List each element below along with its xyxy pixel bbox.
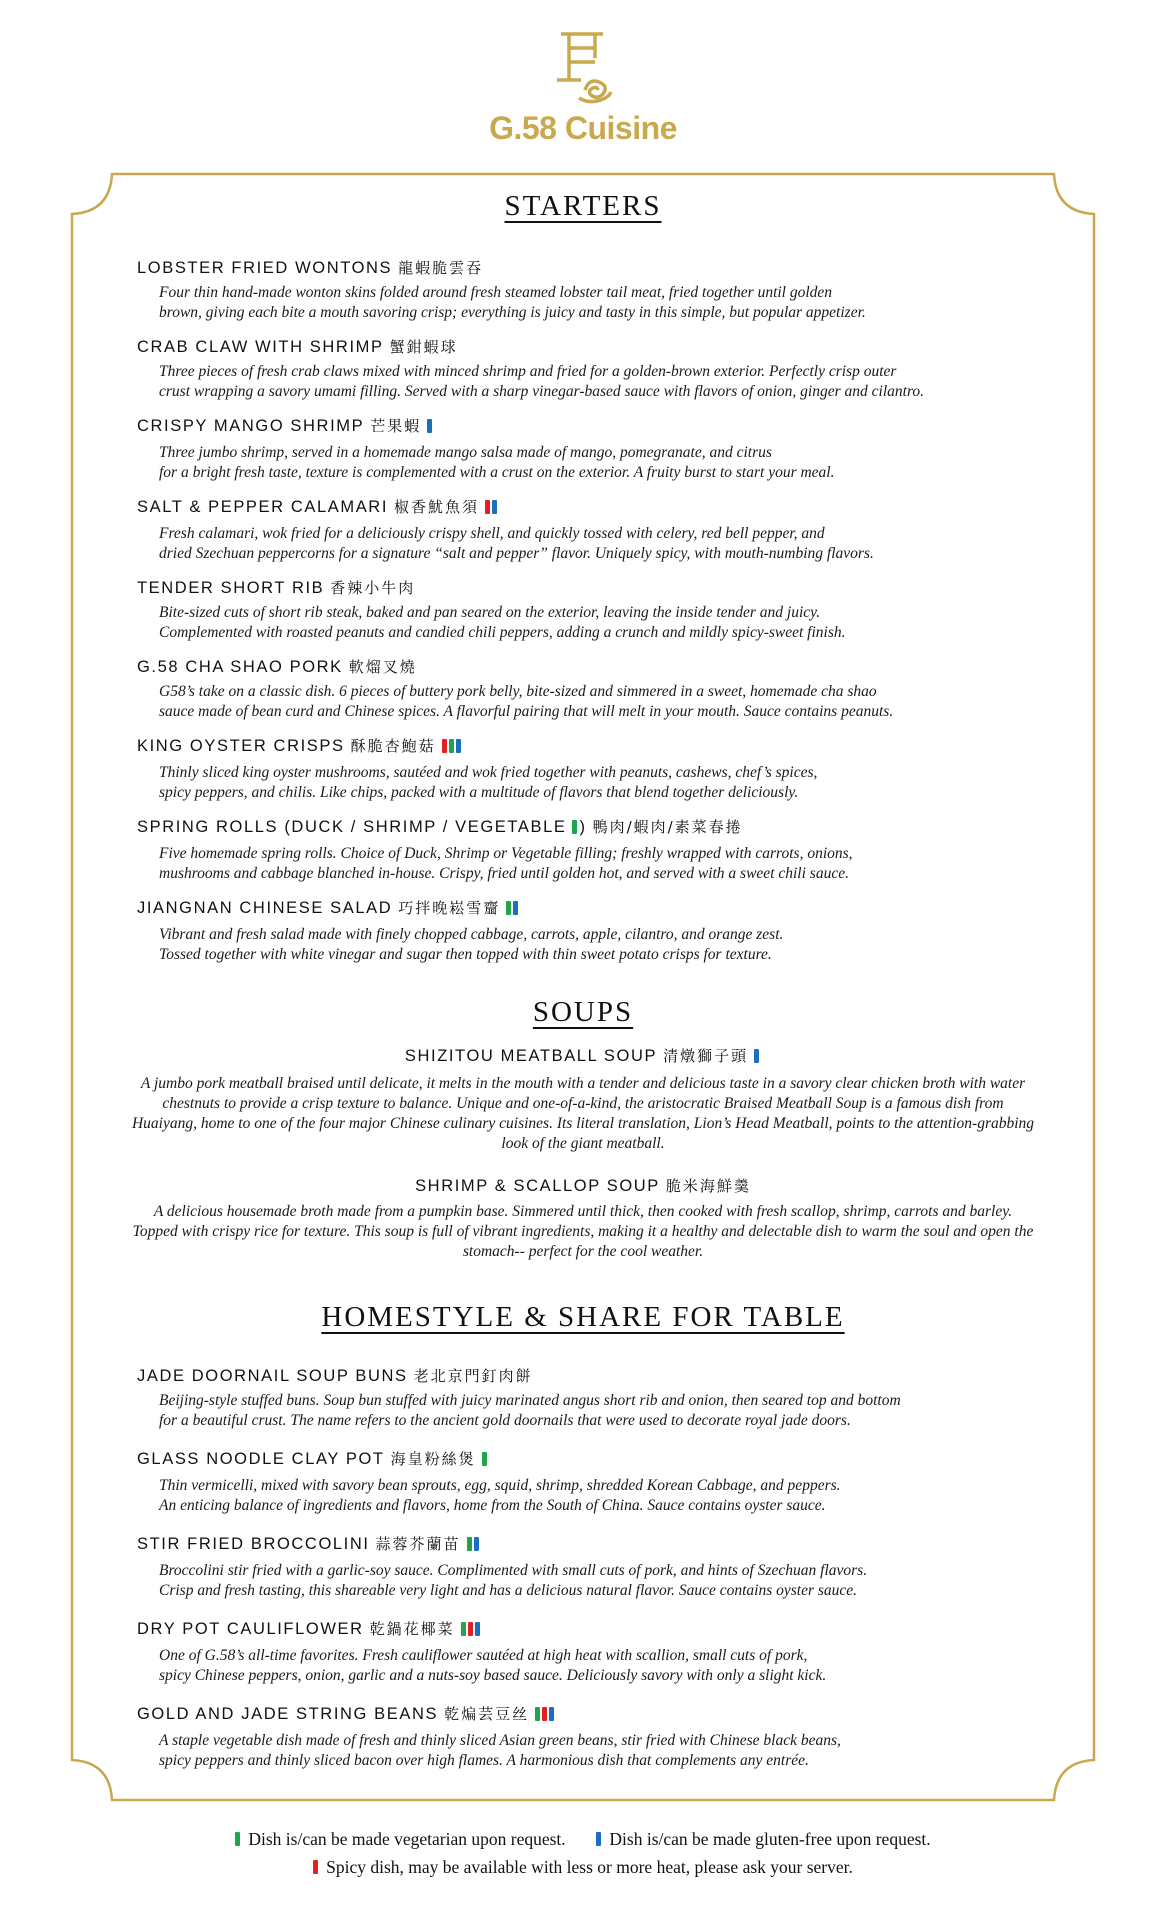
dish-name: JADE DOORNAIL SOUP BUNS <box>137 1367 408 1385</box>
dish-chinese-name: 海皇粉絲煲 <box>390 1450 476 1468</box>
dish-description-line: crust wrapping a savory umami filling. Served with a sharp vinegar-based sauce with flavors of onion, ginger and cilantro. <box>159 383 925 400</box>
spicy-marker-icon <box>468 1622 473 1636</box>
menu-item-title <box>137 258 1017 278</box>
vegetarian-marker-icon <box>449 739 454 753</box>
dish-chinese-name: 椒香魷魚須 <box>394 498 480 516</box>
dish-name: SPRING ROLLS (DUCK / SHRIMP / VEGETABLE <box>137 818 567 836</box>
menu-item-title <box>137 497 1017 519</box>
gluten-free-marker-icon <box>754 1049 759 1063</box>
dish-name: LOBSTER FRIED WONTONS <box>137 259 393 277</box>
dish-description-line: Fresh calamari, wok fried for a deliciously crispy shell, and quickly tossed with celery, red bell pepper, and <box>159 525 825 542</box>
dish-description-line: Four thin hand-made wonton skins folded around fresh steamed lobster tail meat, fried together until golden <box>159 284 833 301</box>
gluten-free-marker-icon <box>475 1622 480 1636</box>
menu-item-title <box>137 1366 1017 1386</box>
logo-emblem-icon <box>551 28 615 108</box>
dish-description-line: for a bright fresh taste, texture is complemented with a crust on the exterior. A fruity burst to start your meal. <box>159 464 835 481</box>
dish-description-line: Crisp and fresh tasting, this shareable very light and has a delicious natural flavor. Sauce contains oyster sauce. <box>159 1582 858 1599</box>
menu-item-title <box>137 736 1017 758</box>
vegetarian-marker-icon <box>461 1622 466 1636</box>
dish-chinese-name: 蒜蓉芥蘭苗 <box>375 1535 461 1553</box>
menu-item <box>137 497 1017 564</box>
dish-description-line: One of G.58’s all-time favorites. Fresh cauliflower sautéed at high heat with scallion, small cuts of pork, <box>159 1647 808 1664</box>
gluten-free-marker-icon <box>474 1537 479 1551</box>
menu-item <box>137 1449 1017 1516</box>
dietary-markers <box>467 1536 481 1556</box>
legend-vegetarian: Dish is/can be made vegetarian upon request. <box>248 1829 566 1849</box>
vegetarian-marker-icon <box>467 1537 472 1551</box>
vegetarian-marker-icon <box>572 820 577 834</box>
menu-item <box>137 416 1017 483</box>
menu-item <box>137 258 1017 323</box>
dish-description-line: Complemented with roasted peanuts and candied chili peppers, adding a crunch and mildly spicy-sweet finish. <box>159 624 846 641</box>
menu-item-title <box>137 1534 1017 1556</box>
gluten-free-marker-icon <box>513 901 518 915</box>
menu-item <box>137 1366 1017 1431</box>
dish-chinese-name: 鴨肉/蝦肉/素菜春捲 <box>592 818 743 836</box>
dish-chinese-name: 芒果蝦 <box>370 417 422 435</box>
dish-name: CRISPY MANGO SHRIMP <box>137 417 365 435</box>
homestyle-list <box>137 1366 1017 1789</box>
gluten-free-marker-icon <box>596 1832 601 1846</box>
restaurant-logo <box>0 28 1166 147</box>
menu-item <box>137 817 1017 884</box>
dish-name: G.58 CHA SHAO PORK <box>137 658 343 676</box>
legend-row-1 <box>0 1829 1166 1850</box>
homestyle-heading: HOMESTYLE & SHARE FOR TABLE <box>321 1301 845 1333</box>
dish-description-line: Vibrant and fresh salad made with finely chopped cabbage, carrots, apple, cilantro, and orange zest. <box>159 926 784 943</box>
spicy-marker-icon <box>542 1707 547 1721</box>
starters-heading: STARTERS <box>504 190 662 222</box>
dietary-markers <box>427 418 434 438</box>
spicy-marker-icon <box>485 500 490 514</box>
dish-chinese-name: 老北京門釘肉餅 <box>413 1367 533 1385</box>
dish-description-line: spicy peppers and thinly sliced bacon over high flames. A harmonious dish that complements any entrée. <box>159 1752 809 1769</box>
vegetarian-marker-icon <box>535 1707 540 1721</box>
dish-chinese-name: 清燉獅子頭 <box>663 1047 749 1065</box>
dish-name: SALT & PEPPER CALAMARI <box>137 498 388 516</box>
dish-description-line: G58’s take on a classic dish. 6 pieces of buttery pork belly, bite-sized and simmered in a sweet, homemade cha shao <box>159 683 877 700</box>
dish-chinese-name: 香辣小牛肉 <box>330 579 416 597</box>
dietary-markers <box>485 499 499 519</box>
menu-item-title <box>137 657 1017 677</box>
menu-item-title <box>130 1046 1036 1068</box>
spicy-marker-icon <box>313 1860 318 1874</box>
dietary-markers <box>442 738 463 758</box>
soups-heading: SOUPS <box>532 996 634 1028</box>
dietary-markers <box>461 1621 482 1641</box>
vegetarian-marker-icon <box>235 1832 240 1846</box>
menu-item-title <box>137 817 1017 839</box>
gluten-free-marker-icon <box>427 419 432 433</box>
dish-description-line: Five homemade spring rolls. Choice of Duck, Shrimp or Vegetable filling; freshly wrapped with carrots, onions, <box>159 845 853 862</box>
dietary-markers <box>506 900 520 920</box>
dish-description: A delicious housemade broth made from a pumpkin base. Simmered until thick, then cooked with fresh scallop, shrimp, carrots and barley. Topped with crispy rice for texture. This soup is full of vibrant ingredients, making it a healthy and delectable dish to warm the soul and open the stomach-- perfect for the cool weather. <box>132 1203 1034 1260</box>
gluten-free-marker-icon <box>492 500 497 514</box>
dish-description-line: Tossed together with white vinegar and sugar then topped with thin sweet potato crisps for texture. <box>159 946 772 963</box>
menu-item <box>130 1046 1036 1154</box>
dish-chinese-name: 脆米海鮮羹 <box>665 1177 751 1195</box>
dish-name: SHIZITOU MEATBALL SOUP <box>404 1047 658 1065</box>
menu-item-title <box>137 337 1017 357</box>
menu-item-title <box>137 1704 1017 1726</box>
menu-item-title <box>137 898 1017 920</box>
dish-description-line: Thinly sliced king oyster mushrooms, sautéed and wok fried together with peanuts, cashews, chef’s spices, <box>159 764 818 781</box>
brand-name: G.58 Cuisine <box>489 110 677 146</box>
starters-list <box>137 258 1017 979</box>
spicy-marker-icon <box>442 739 447 753</box>
dish-chinese-name: 乾煸芸豆丝 <box>444 1705 530 1723</box>
dish-chinese-name: 巧拌晚崧雪齏 <box>398 899 501 917</box>
dish-description-line: Three jumbo shrimp, served in a homemade mango salsa made of mango, pomegranate, and citrus <box>159 444 772 461</box>
dish-description-line: Broccolini stir fried with a garlic-soy sauce. Complimented with small cuts of pork, and hints of Szechuan flavors. <box>159 1562 868 1579</box>
dish-description-line: Beijing-style stuffed buns. Soup bun stuffed with juicy marinated angus short rib and onion, then seared top and bottom <box>159 1392 901 1409</box>
dish-description-line: spicy Chinese peppers, onion, garlic and a nuts-soy based sauce. Deliciously savory with only a slight kick. <box>159 1667 827 1684</box>
menu-item-title <box>137 416 1017 438</box>
legend-spicy: Spicy dish, may be available with less or more heat, please ask your server. <box>326 1857 853 1877</box>
dish-description-line: Bite-sized cuts of short rib steak, baked and pan seared on the exterior, leaving the inside tender and juicy. <box>159 604 821 621</box>
menu-item-title <box>137 1449 1017 1471</box>
menu-item-title <box>130 1176 1036 1196</box>
dish-description-line: A staple vegetable dish made of fresh and thinly sliced Asian green beans, stir fried with Chinese black beans, <box>159 1732 841 1749</box>
legend-gluten-free: Dish is/can be made gluten-free upon request. <box>609 1829 931 1849</box>
dish-name: JIANGNAN CHINESE SALAD <box>137 899 393 917</box>
soup-item-shrimp-scallop <box>130 1176 1036 1262</box>
menu-item <box>137 1619 1017 1686</box>
dish-description-line: spicy peppers, and chilis. Like chips, packed with a multitude of flavors that blend together deliciously. <box>159 784 799 801</box>
vegetarian-marker-icon <box>506 901 511 915</box>
menu-item-title <box>137 1619 1017 1641</box>
dish-name: KING OYSTER CRISPS <box>137 737 345 755</box>
menu-item <box>130 1176 1036 1262</box>
dietary-markers <box>754 1048 761 1068</box>
dish-description-line: brown, giving each bite a mouth savoring crisp; everything is juicy and tasty in this simple, but popular appetizer. <box>159 304 866 321</box>
gluten-free-marker-icon <box>549 1707 554 1721</box>
dish-name: TENDER SHORT RIB <box>137 579 325 597</box>
dish-name-suffix: ) <box>579 818 587 836</box>
menu-item <box>137 736 1017 803</box>
soup-item-shizitou <box>130 1046 1036 1154</box>
dish-name: GOLD AND JADE STRING BEANS <box>137 1705 439 1723</box>
menu-item-title <box>137 578 1017 598</box>
menu-item <box>137 1534 1017 1601</box>
dish-name: GLASS NOODLE CLAY POT <box>137 1450 385 1468</box>
dish-description-line: for a beautiful crust. The name refers to the ancient gold doornails that were used to decorate royal jade doors. <box>159 1412 851 1429</box>
gluten-free-marker-icon <box>456 739 461 753</box>
dish-chinese-name: 蟹鉗蝦球 <box>389 338 458 356</box>
dish-description-line: Thin vermicelli, mixed with savory bean sprouts, egg, squid, shrimp, shredded Korean Cabbage, and peppers. <box>159 1477 841 1494</box>
menu-item <box>137 1704 1017 1771</box>
dish-name: DRY POT CAULIFLOWER <box>137 1620 364 1638</box>
dish-description-line: dried Szechuan peppercorns for a signature “salt and pepper” flavor. Uniquely spicy, with mouth-numbing flavors. <box>159 545 874 562</box>
dish-chinese-name: 乾鍋花椰菜 <box>369 1620 455 1638</box>
dish-name: STIR FRIED BROCCOLINI <box>137 1535 370 1553</box>
dish-description-line: An enticing balance of ingredients and flavors, home from the South of China. Sauce contains oyster sauce. <box>159 1497 826 1514</box>
menu-item <box>137 898 1017 965</box>
dish-description-line: mushrooms and cabbage blanched in-house. Crispy, fried until golden hot, and served with a sweet chili sauce. <box>159 865 849 882</box>
dietary-markers <box>482 1451 489 1471</box>
dish-name: SHRIMP & SCALLOP SOUP <box>415 1177 660 1195</box>
dish-chinese-name: 酥脆杏鮑菇 <box>350 737 436 755</box>
dish-chinese-name: 龍蝦脆雲吞 <box>398 259 484 277</box>
legend-row-2 <box>0 1857 1166 1878</box>
menu-item <box>137 337 1017 402</box>
dish-chinese-name: 軟熘叉燒 <box>348 658 417 676</box>
dish-name: CRAB CLAW WITH SHRIMP <box>137 338 384 356</box>
menu-item <box>137 657 1017 722</box>
dish-description-line: sauce made of bean curd and Chinese spices. A flavorful pairing that will melt in your mouth. Sauce contains peanuts. <box>159 703 894 720</box>
dish-description-line: Three pieces of fresh crab claws mixed with minced shrimp and fried for a golden-brown exterior. Perfectly crisp outer <box>159 363 897 380</box>
menu-item <box>137 578 1017 643</box>
dish-description: A jumbo pork meatball braised until delicate, it melts in the mouth with a tender and delicious taste in a savory clear chicken broth with water chestnuts to provide a crisp texture to balance. Unique and one-of-a-kind, the aristocratic Braised Meatball Soup is a famous dish from Huaiyang, home to one of the four major Chinese culinary cuisines. Its literal translation, Lion’s Head Meatball, points to the attention-grabbing look of the giant meatball. <box>131 1075 1035 1152</box>
vegetarian-marker-icon <box>482 1452 487 1466</box>
dietary-markers <box>535 1706 556 1726</box>
